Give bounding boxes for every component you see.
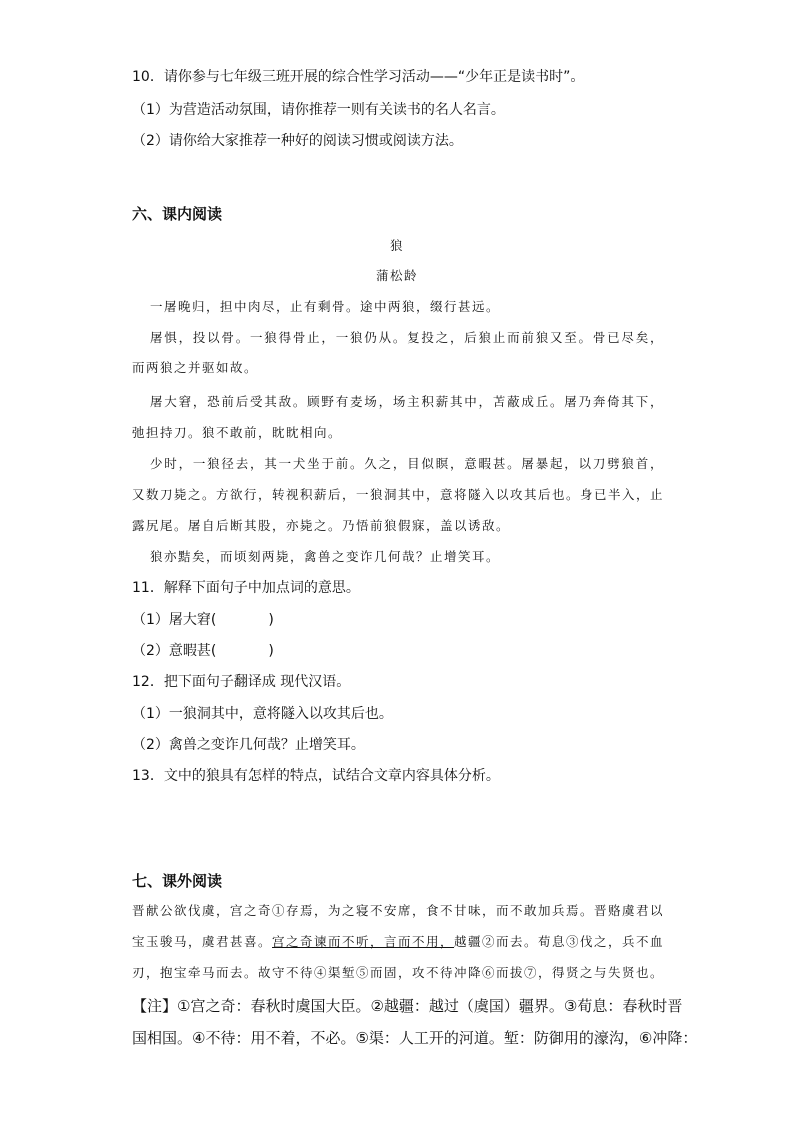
- underlined-sentence: 宫之奇谏而不听，言而不用，: [272, 934, 455, 949]
- question-12-sub-2: （2）禽兽之变诈几何哉？止增笑耳。: [132, 737, 365, 753]
- close-paren: ): [268, 643, 274, 659]
- question-13-stem: 13．文中的狼具有怎样的特点，试结合文章内容具体分析。: [132, 768, 500, 784]
- section-6-heading: 六、课内阅读: [132, 205, 223, 223]
- passage-paragraph-1: 一屠晚归，担中肉尽，止有剩骨。途中两狼，缀行甚远。: [150, 299, 501, 314]
- passage-paragraph-2-line-1: 屠惧，投以骨。一狼得骨止，一狼仍从。复投之，后狼止而前狼又至。骨已尽矣，: [150, 330, 664, 345]
- section-7-heading: 七、课外阅读: [132, 872, 223, 890]
- question-11-stem: 11．解释下面句子中加点词的意思。: [132, 580, 360, 596]
- question-10-sub-1: （1）为营造活动氛围，请你推荐一则有关读书的名人名言。: [132, 102, 505, 118]
- passage-title: 狼: [389, 238, 404, 253]
- passage-paragraph-4-line-1: 少时，一狼径去，其一犬坐于前。久之，目似瞑，意暇甚。屠暴起，以刀劈狼首，: [150, 456, 664, 471]
- extract-line-2-start: 宝玉骏马，虞君甚喜。: [132, 934, 273, 949]
- passage-paragraph-3-line-1: 屠大窘，恐前后受其敌。顾野有麦场，场主积薪其中，苫蔽成丘。屠乃奔倚其下，: [150, 394, 664, 409]
- extract-line-2-end: 越疆②而去。荀息③伐之，兵不血: [454, 934, 665, 949]
- question-12-sub-1: （1）一狼洞其中，意将隧入以攻其后也。: [132, 706, 393, 722]
- extract-line-3: 刃，抱宝牵马而去。故守不待④渠堑⑤而固，攻不待冲降⑥而拔⑦，得贤之与失贤也。: [132, 965, 665, 980]
- note-line-2: 国相国。④不待：用不着，不必。⑤渠：人工开的河道。堑：防御用的濠沟，⑥冲降：: [132, 1029, 698, 1047]
- question-12-stem: 12．把下面句子翻译成 现代汉语。: [132, 674, 351, 690]
- close-paren: ): [268, 612, 274, 628]
- extract-line-2: [132, 932, 664, 950]
- extract-line-1: 晋献公欲伐虞，宫之奇①存焉，为之寝不安席，食不甘味，而不敢加兵焉。晋赂虞君以: [132, 903, 665, 918]
- question-11-sub-1-text: （1）屠大窘(: [132, 612, 217, 628]
- passage-author: 蒲松龄: [375, 268, 418, 283]
- question-10-stem: 10．请你参与七年级三班开展的综合性学习活动——“少年正是读书时”。: [132, 69, 585, 85]
- question-11-sub-2: [132, 640, 274, 660]
- question-10-sub-2: （2）请你给大家推荐一种好的阅读习惯或阅读方法。: [132, 133, 463, 149]
- passage-paragraph-4-line-2: 又数刀毙之。方欲行，转视积薪后，一狼洞其中，意将隧入以攻其后也。身已半入，止: [132, 487, 665, 502]
- passage-paragraph-4-line-3: 露尻尾。屠自后断其股，亦毙之。乃悟前狼假寐，盖以诱敌。: [132, 518, 511, 533]
- question-11-sub-1: [132, 609, 274, 629]
- passage-paragraph-5: 狼亦黠矣，而顷刻两毙，禽兽之变诈几何哉？止增笑耳。: [150, 549, 501, 564]
- note-line-1: 【注】①宫之奇：春秋时虞国大臣。②越疆：越过（虞国）疆界。③荀息：春秋时晋: [132, 997, 683, 1015]
- question-11-sub-2-text: （2）意暇甚(: [132, 643, 217, 659]
- passage-paragraph-2-line-2: 而两狼之并驱如故。: [132, 360, 259, 375]
- passage-paragraph-3-line-2: 弛担持刀。狼不敢前，眈眈相向。: [132, 425, 343, 440]
